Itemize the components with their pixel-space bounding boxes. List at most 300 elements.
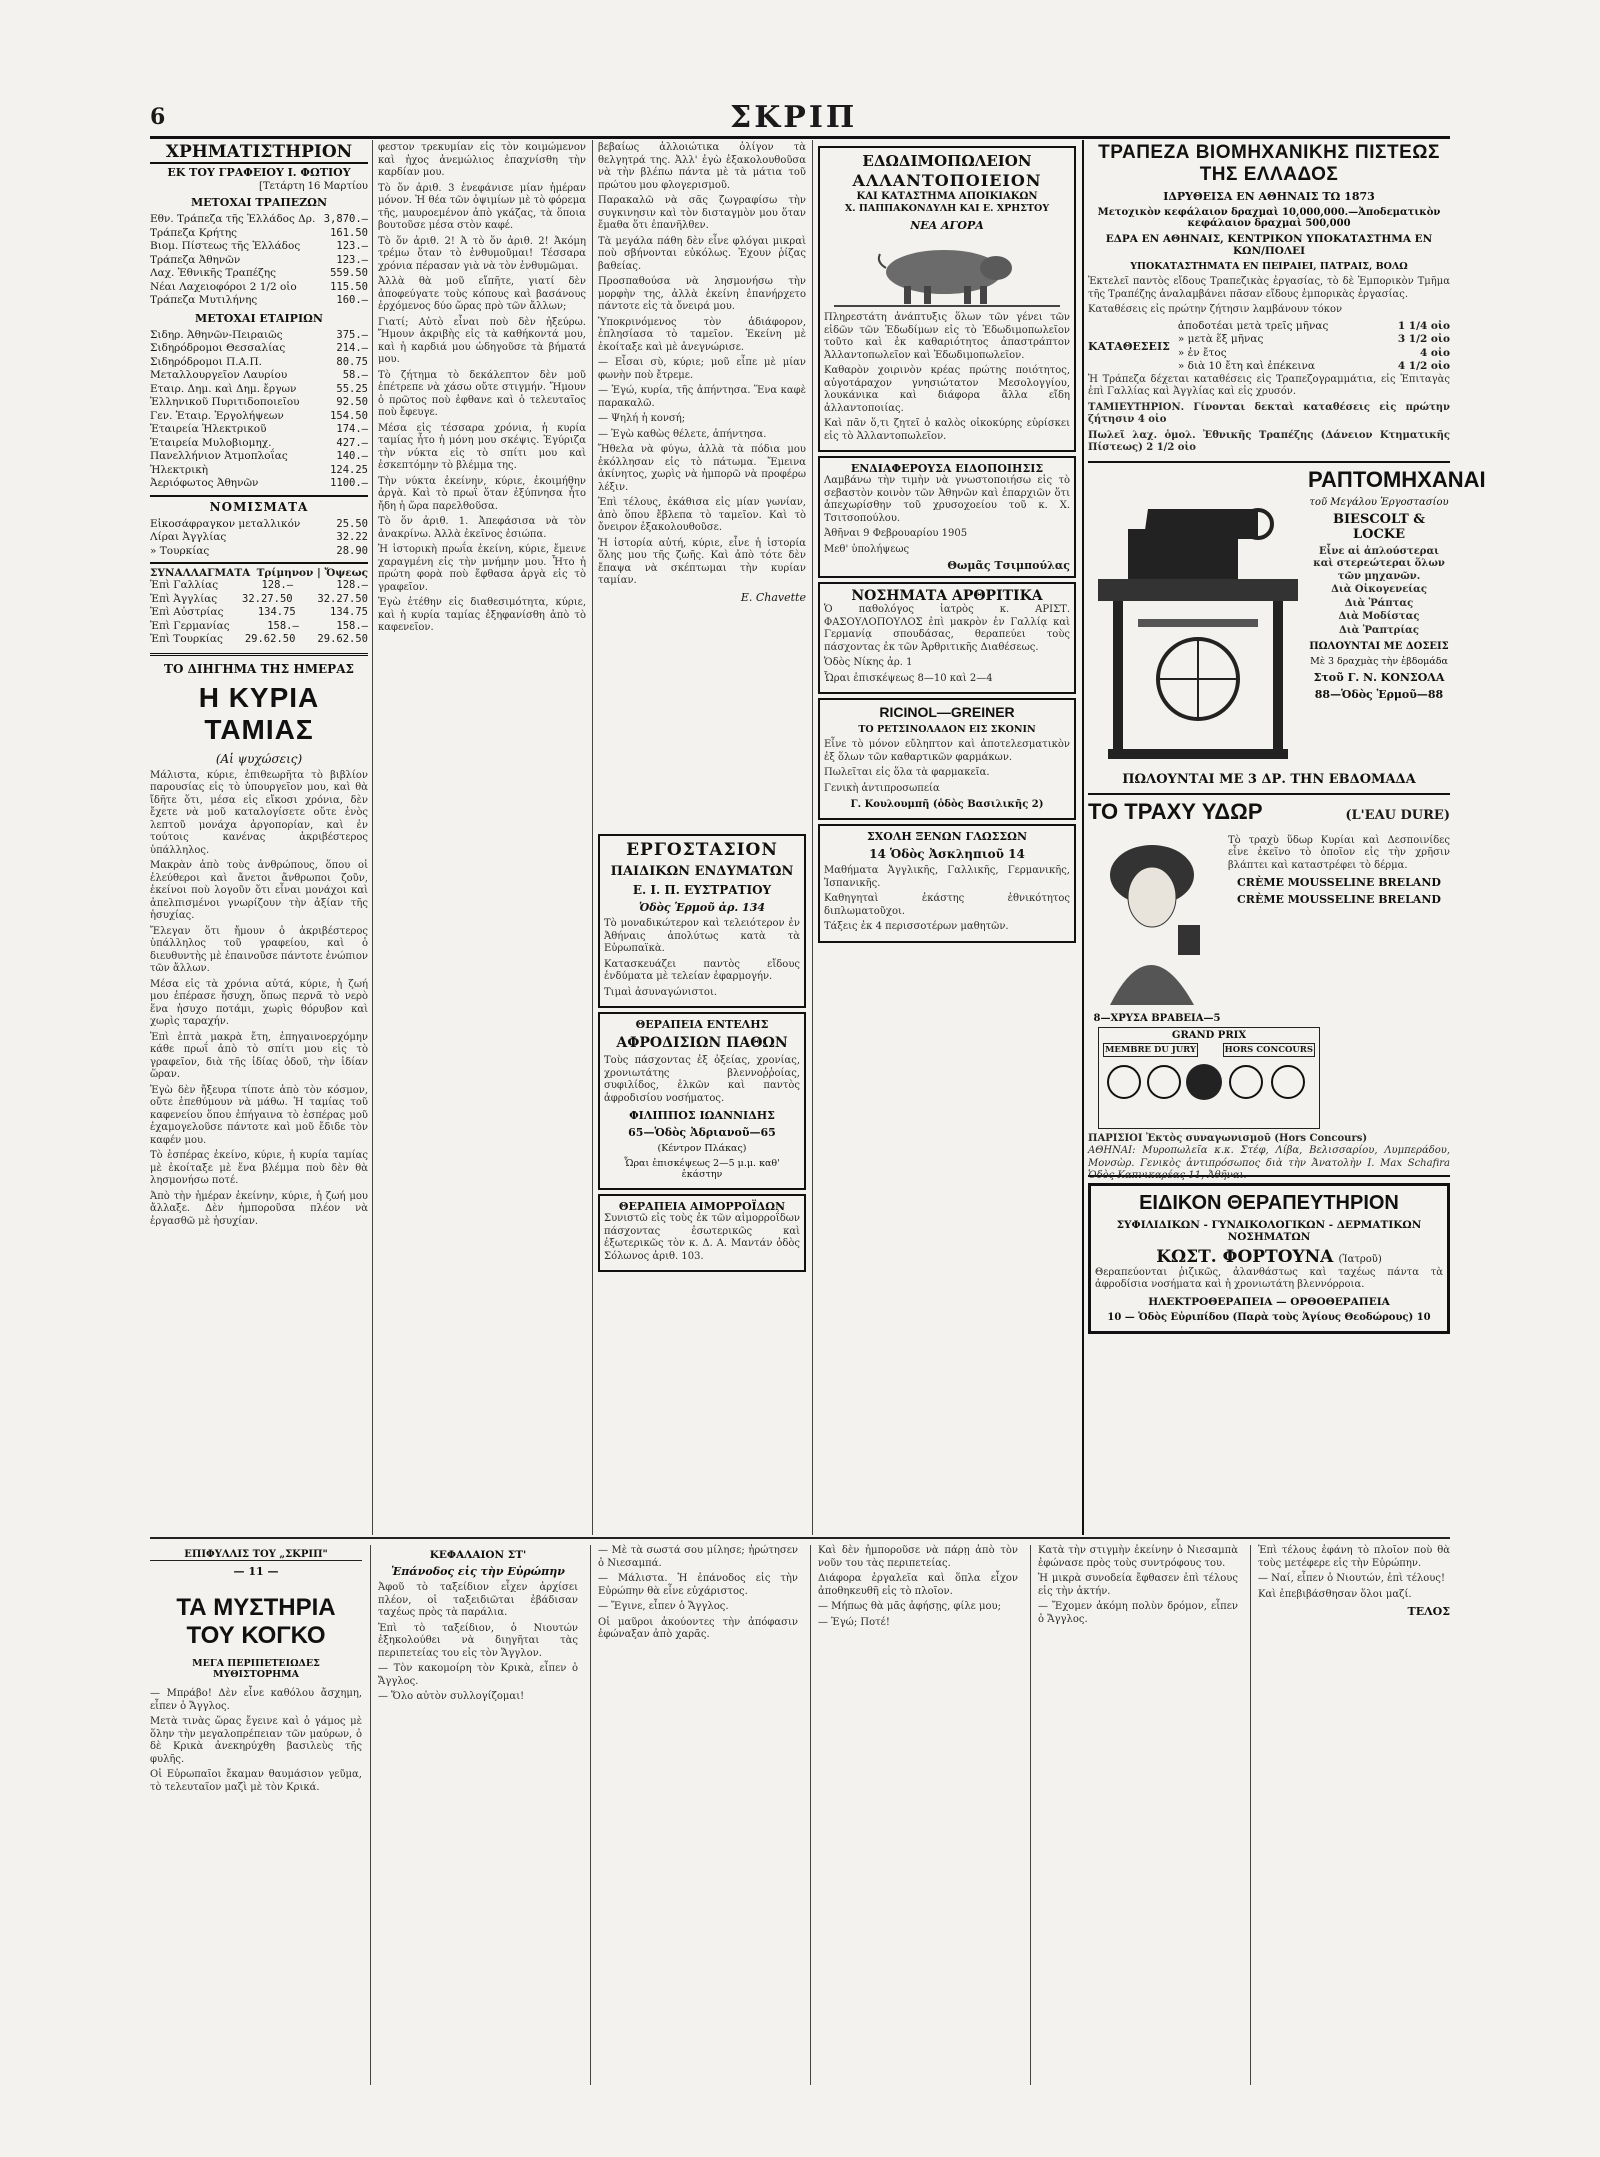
table-row <box>150 342 368 356</box>
serial-col4 <box>818 1545 1018 1632</box>
paragraph: φεστον τρεκυμίαν εἰς τὸν κοιμώμενον καὶ ἠχος ἀνεμώλιος ἐπαχνίσθη τὴν καρδίαν μου. <box>378 142 586 178</box>
deposit-rate: 4 1/2 οἰο <box>1397 360 1450 372</box>
table-row <box>150 464 368 478</box>
deposit-term: » μετὰ ἕξ μῆνας <box>1177 333 1264 345</box>
column-rule <box>1082 140 1084 1535</box>
masthead: ΣΚΡΙΠ <box>730 100 858 135</box>
serial-col2 <box>378 1582 578 1704</box>
column-3-ads <box>598 830 806 1530</box>
treatment-address: 65—Ὁδὸς Ἀδριανοῦ—65 <box>628 1126 776 1139</box>
table-row <box>150 254 368 268</box>
column-rule <box>812 140 813 1535</box>
paragraph: Μέσα εἰς τέσσαρα χρόνια, ἡ κυρία ταμίας ἦτο ἡ μόνη μου σκέψις. Ἐγύριζα τὴν νύκτα εἰς τὸ σπίτι μου καὶ ἐσκεπτόμην τὸ βλέμμα της. <box>378 422 586 471</box>
clinic-doctor: ΚΩΣΤ. ΦΟΡΤΟΥΝΑ <box>1156 1246 1334 1267</box>
school-title: ΣΧΟΛΗ ΞΕΝΩΝ ΓΛΩΣΣΩΝ <box>866 830 1028 843</box>
sewing-footer: ΠΩΛΟΥΝΤΑΙ ΜΕ 3 ΔΡ. ΤΗΝ ΕΒΔΟΜΑΔΑ <box>1122 771 1416 787</box>
paragraph: Ἔλεγαν ὅτι ἤμουν ὁ ἀκριβέστερος ὑπάλληλος τοῦ γραφείου, καὶ ὁ διευθυντὴς μὲ ἐπαινοῦσε πάντοτε ἐνώπιον τῶν ἄλλων. <box>150 925 368 974</box>
sewing-brand: BIESCOLT & LOCKE <box>1332 511 1426 542</box>
bank-seat: ΕΔΡΑ ΕΝ ΑΘΗΝΑΙΣ, ΚΕΝΤΡΙΚΟΝ ΥΠΟΚΑΤΑΣΤΗΜΑ ΕΝ ΚΩΝ/ΠΟΛΕΙ <box>1105 233 1433 257</box>
row-label: Ἑταιρεία Ἠλεκτρικοῦ <box>150 423 267 435</box>
row-label: Σιδηρόδρομοι Θεσσαλίας <box>150 342 286 354</box>
table-row <box>150 437 368 451</box>
serial-end: ΤΕΛΟΣ <box>1407 1605 1450 1618</box>
paragraph: — Ἐγώ; Ποτέ! <box>818 1616 890 1628</box>
paragraph: Τάξεις ἐκ 4 περισσοτέρων μαθητῶν. <box>824 921 1009 932</box>
row-label: Νέαι Λαχειοφόροι 2 1/2 οἰο <box>150 280 297 293</box>
bank-savings: ΤΑΜΙΕΥΤΗΡΙΟΝ. Γίνονται δεκταὶ καταθέσεις εἰς πρώτην ζήτησιν 4 οἰο <box>1088 401 1450 425</box>
serial-chapter-title: Ἐπάνοδος εἰς τὴν Εὐρώπην <box>391 1565 565 1578</box>
paragraph: Καθηγηταὶ ἐκάστης ἐθνικότητος διπλωματοῦχοι. <box>824 893 1070 917</box>
deposit-row <box>1178 333 1450 347</box>
ricinol-rep: Γ. Κουλουμπῆ (ὁδὸς Βασιλικῆς 2) <box>850 799 1044 810</box>
paragraph: Γιατί; Αὐτὸ εἶναι ποὺ δὲν ἠξεύρω. Ἤμουν ἀκριβὴς εἰς τὰ καθήκοντά μου, καὶ ἡ καρδιά μου ὠδηγοῦσε τὰ βήματά μου. <box>378 316 586 365</box>
table-row <box>150 356 368 370</box>
paragraph: — Μήπως θὰ μᾶς ἀφήσῃς, φίλε μου; <box>818 1601 1002 1612</box>
column-rule <box>372 140 373 1535</box>
sewing-dealer: Στοῦ Γ. Ν. ΚΟΝΣΟΛΑ <box>1313 671 1445 684</box>
companies-list <box>150 329 368 491</box>
row-value-sight: 29.62.50 <box>317 633 368 645</box>
treatment-doctor: ΦΙΛΙΠΠΟΣ ΙΩΑΝΝΙΔΗΣ <box>629 1109 775 1122</box>
paragraph: Τὸ ἑσπέρας ἐκείνο, κύριε, ἡ κυρία ταμίας μὲ ἐκοίταξε μὲ ἕνα βλέμμα ποὺ δὲν θὰ λησμονήσω ποτέ. <box>150 1150 368 1186</box>
row-value: 28.90 <box>336 544 368 557</box>
deposit-term: » διὰ 10 ἔτη καὶ ἐπέκεινα <box>1177 360 1315 372</box>
paragraph: Προσπαθούσα νὰ λησμονήσω τὴν μορφὴν της, ἀλλὰ ἐκείνη ἐπανήρχετο πάντοτε εἰς τὰ ὄνειρά μου. <box>598 276 806 312</box>
language-school-ad <box>818 824 1076 943</box>
deposit-term: ἀποδοτέαι μετὰ τρεῖς μῆνας <box>1177 319 1329 332</box>
paragraph: Ἀφοῦ τὸ ταξείδιον εἶχεν ἀρχίσει πλέον, οἱ ταξειδιῶται ἐβάδισαν ταχέως πρὸς τὰ παράλια. <box>378 1582 578 1618</box>
coins-heading: ΝΟΜΙΣΜΑΤΑ <box>150 495 368 514</box>
row-value: 161.50 <box>330 226 368 239</box>
paragraph: Διὰ Μοδίστας <box>1338 611 1420 622</box>
row-value-sight: 128.— <box>336 579 368 591</box>
column-5-ads <box>1088 142 1486 1532</box>
table-row <box>150 240 368 254</box>
row-value-sight: 32.27.50 <box>317 592 368 605</box>
paragraph: — Μπράβο! Δὲν εἶνε καθόλου ἄσχημη, εἶπεν ὁ Ἄγγλος. <box>150 1688 362 1712</box>
paragraph: βεβαίως ἀλλοιώτικα ὀλίγον τὰ θελγητρά της. Ἀλλ' ἐγὼ ἐξακολουθοῦσα νὰ τὴν βλέπω πάντα μὲ τὰ μάτια τοῦ πρώτου μου φλογερισμοῦ. <box>598 142 806 191</box>
serial-number: — 11 — <box>233 1565 279 1578</box>
paragraph: Πληρεστάτη ἀνάπτυξις ὅλων τῶν γένει τῶν εἰδῶν τῶν Ἐδωδίμων εἰς τὸ Ἐδωδιμοπωλεῖον τοῦτο καὶ ἐκ καθαριότητος ἀπαστράπτον Ἀλλαντοπωλεῖον καὶ Ἐδωδιμοπωλεῖον. <box>824 312 1070 361</box>
arthritis-text <box>824 604 1070 685</box>
medals-illustration <box>1099 1057 1317 1107</box>
paragraph: Τὸ ὅν ἀριθ. 1. Ἀπεφάσισα νὰ τὸν ἀνακρίνω. Ἀλλὰ ἐκεῖνος ἐσιώπα. <box>378 516 586 540</box>
bank-title: ΤΡΑΠΕΖΑ ΒΙΟΜΗΧΑΝΙΚΗΣ ΠΙΣΤΕΩΣ ΤΗΣ ΕΛΛΑΔΟΣ <box>1098 142 1440 185</box>
treatment-text <box>604 1055 800 1105</box>
deli-ad-place: ΝΕΑ ΑΓΟΡΑ <box>910 219 984 232</box>
ricinol-title: RICINOL—GREINER <box>879 704 1015 720</box>
paragraph: Πωλεῖται εἰς ὅλα τὰ φαρμακεῖα. <box>824 767 990 778</box>
deposit-rate: 1 1/4 οἰο <box>1397 319 1450 332</box>
row-label: Λίραι Ἀγγλίας <box>150 531 227 543</box>
row-value: 123.— <box>336 253 368 266</box>
treatment-ad <box>598 1012 806 1190</box>
serial-col5 <box>1038 1545 1238 1629</box>
table-row <box>150 620 368 634</box>
page-header <box>150 100 1450 139</box>
row-label: » Τουρκίας <box>150 544 210 557</box>
paragraph: — Μάλιστα. Ἡ ἐπάνοδος εἰς τὴν Εὐρώπην θὰ εἶνε εὐχάριστος. <box>598 1573 798 1597</box>
table-row <box>150 545 368 559</box>
school-address: 14 Ὁδὸς Ἀσκληπιοῦ 14 <box>869 847 1025 861</box>
paragraph: — Τὸν κακομοίρη τὸν Κρικὰ, εἶπεν ὁ Ἄγγλος. <box>378 1663 578 1687</box>
deposit-row <box>1178 320 1450 334</box>
deli-ad <box>818 146 1076 452</box>
table-row <box>150 477 368 491</box>
treatment-title: ΘΕΡΑΠΕΙΑ ΕΝΤΕΛΗΣ <box>635 1018 769 1031</box>
serial-subtitle: ΜΕΓΑ ΠΕΡΙΠΕΤΕΙΩΔΕΣ ΜΥΘΙΣΤΟΡΗΜΑ <box>192 1658 320 1680</box>
table-row <box>150 281 368 295</box>
row-label: Ἐπὶ Γαλλίας <box>150 579 219 591</box>
sewing-text <box>1308 546 1450 638</box>
serial-title: ΤΑ ΜΥΣΤΗΡΙΑ ΤΟΥ ΚΟΓΚΟ <box>176 1594 336 1649</box>
sewing-title: ΡΑΠΤΟΜΗΧΑΝΑΙ <box>1308 466 1486 492</box>
hors-concours-label: HORS CONCOURS <box>1224 1044 1313 1055</box>
row-label: Εθν. Τράπεζα τῆς Ἑλλάδος Δρ. <box>150 213 316 225</box>
story-kicker: ΤΟ ΔΙΗΓΗΜΑ ΤΗΣ ΗΜΕΡΑΣ <box>164 661 354 676</box>
row-value: 80.75 <box>336 355 368 368</box>
paragraph: Κατὰ τὴν στιγμὴν ἐκείνην ὁ Νιεσαμπὰ ἐφώνασε πρὸς τοὺς συντρόφους του. <box>1038 1545 1238 1569</box>
row-value: 124.25 <box>330 463 368 476</box>
hemorrhoid-title: ΘΕΡΑΠΕΙΑ ΑΙΜΟΡΡΟΪΔΩΝ <box>618 1200 786 1213</box>
paragraph: Ἐπὶ τέλους ἐφάνη τὸ πλοῖον ποὺ θὰ τοὺς μετέφερε εἰς τὴν Εὐρώπην. <box>1258 1545 1450 1569</box>
deli-ad-owners: Χ. ΠΑΠΠΑΚΟΝΔΥΛΗ ΚΑΙ Ε. ΧΡΗΣΤΟΥ <box>844 203 1050 214</box>
paragraph: Εἶνε αἱ ἀπλούστεραι καὶ στερεώτεραι ὅλων τῶν μηχανῶν. <box>1313 545 1445 582</box>
deposits-list <box>1178 320 1450 374</box>
paris-label: ΠΑΡΙΣΙΟΙ Ἐκτὸς συναγωνισμοῦ (Hors Concours) <box>1088 1132 1368 1144</box>
table-row <box>150 450 368 464</box>
factory-title: ΕΡΓΟΣΤΑΣΙΟΝ <box>626 840 778 860</box>
row-value-3m: 134.75 <box>257 606 296 618</box>
deposits-label: ΚΑΤΑΘΕΣΕΙΣ <box>1088 340 1170 353</box>
clinic-ad <box>1088 1183 1450 1334</box>
paragraph: Κατασκευάζει παντὸς εἴδους ἐνδύματα μὲ τελείαν ἐφαρμογήν. <box>604 958 800 982</box>
sewing-subtitle: τοῦ Μεγάλου Ἐργοστασίου <box>1309 496 1449 508</box>
paragraph: Λαμβάνω τὴν τιμὴν νὰ γνωστοποιήσω εἰς τὸ σεβαστὸν κοινὸν τῶν Ἀθηνῶν καὶ ἐπαρχιῶν ὅτι ἀπεχωρίσθην τοῦ χρυσοχοείου τοῦ κ. Χ. Τσιτσοπούλου. <box>824 475 1070 524</box>
table-row <box>150 593 368 607</box>
serial-divider <box>150 1537 1450 1539</box>
paragraph: Παρακαλῶ νὰ σᾶς ζωγραφίσω τὴν συγκινησιν καὶ τὸν δισταγμὸν μου ὅταν ἔμαθα ὅτι ἐπανῆλθεν. <box>598 195 806 231</box>
paragraph: Ἐγὼ ἐτέθην εἰς διαθεσιμότητα, κύριε, καὶ ἡ κυρία ταμίας ἐξηφανίσθη ἀπὸ τὸ καφενεῖον. <box>378 597 586 633</box>
hard-water-french: (L'EAU DURE) <box>1345 807 1450 823</box>
paragraph: Ἀπὸ τὴν ἡμέραν ἐκείνην, κύριε, ἡ ζωή μου ἄλλαξε. Δὲν ἠμποροῦσα πλέον νὰ ἐργασθῶ μὲ ἡσυχίαν. <box>150 1190 368 1227</box>
deposit-row <box>1178 360 1450 374</box>
ricinol-text <box>824 739 1070 795</box>
row-value-3m: 128.— <box>261 579 294 591</box>
table-row <box>150 633 368 647</box>
medals-label: 8—ΧΡΥΣΑ ΒΡΑΒΕΙΑ—5 <box>1093 1012 1221 1024</box>
paragraph: Καθαρὸν χοιρινὸν κρέας πρώτης ποιότητος, αὐγοτάραχον γνησιώτατον Μεσολογγίου, λουκάνικα καὶ διάφορα ἄλλα εἴδη ἀλλαντοποιίας. <box>824 365 1070 414</box>
hard-water-title: ΤΟ ΤΡΑΧΥ ΥΔΩΡ <box>1088 798 1263 824</box>
row-value: 214.— <box>336 342 368 354</box>
paragraph: Οἱ μαῦροι ἀκούοντες τὴν ἀπόφασιν ἐφώναξαν ἀπὸ χαρᾶς. <box>598 1616 798 1640</box>
paragraph: Μάλιστα, κύριε, ἐπιθεωρῆτα τὸ βιβλίον παρουσίας εἰς τὸ ὑπουργεῖον μου, καὶ θὰ ἴδῆτε ὅτι, μέσα εἰς εἴκοσι χρόνια, δὲν ἔχετε νὰ μοῦ καταλογίσετε οὔτε ἑνὸς λεπτοῦ μονάχα ἀργοπορίαν, καὶ ἐν τούτοις κανένας ἀκριβέστερος ὑπάλληλος. <box>150 769 368 856</box>
table-row <box>150 213 368 227</box>
table-row <box>150 423 368 437</box>
paragraph: Μακρὰν ἀπὸ τοὺς ἀνθρώπους, ὅπου οἱ ἐλεύθεροι καὶ ἄνετοι ἄνθρωποι ζοῦν, ἐκείνοι ποὺ λογοῦν ὅτι εἶναι μονάχοι καὶ ἀπελπισμένοι γνωρίζουν τὴν ἀξίαν τῆς ἡσυχίας. <box>150 860 368 921</box>
clothing-factory-ad <box>598 834 806 1008</box>
paragraph: Ἐγὼ δὲν ἤξευρα τίποτε ἀπὸ τὸν κόσμον, οὔτε ἐπεθύμουν νὰ μάθω. Ἡ ταμίας τοῦ καφενείου ὅπου ἐπήγαινα τὸ ἑσπέρας μοῦ ἐχαμογελοῦσε πάντοτε καὶ μοῦ ἔδιδε τὸν καφέν μου. <box>150 1084 368 1146</box>
paragraph: Τιμαὶ ἀσυναγώνιστοι. <box>604 986 718 998</box>
serial-col1 <box>150 1688 362 1794</box>
serial-header <box>150 1545 362 1797</box>
fx-list <box>150 579 368 647</box>
clinic-electrotherapy: ΗΛΕΚΤΡΟΘΕΡΑΠΕΙΑ — ΟΡΘΟΘΕΡΑΠΕΙΑ <box>1148 1295 1390 1308</box>
row-value: 160.— <box>336 294 368 306</box>
paragraph: — Ὅλο αὐτὸν συλλογίζομαι! <box>378 1691 525 1702</box>
serial-col3 <box>598 1545 798 1645</box>
table-row <box>150 383 368 397</box>
paragraph: Διὰ Οἰκογενείας <box>1331 584 1427 595</box>
clinic-subtitle: ΣΥΦΙΛΙΔΙΚΩΝ - ΓΥΝΑΙΚΟΛΟΓΙΚΩΝ - ΔΕΡΜΑΤΙΚΩΝ ΝΟΣΗΜΑΤΩΝ <box>1116 1218 1422 1243</box>
paragraph: — Ἐγώ, κυρία, τῆς ἀπήντησα. Ἕνα καφὲ παρακαλῶ. <box>598 385 806 409</box>
treatment-address2: (Κέντρον Πλάκας) <box>657 1143 747 1154</box>
banks-list <box>150 213 368 308</box>
paragraph: Τὸ ὅν ἀριθ. 3 ἐνεφάνισε μίαν ἡμέραν μόνον. Ἡ θέα τῶν ὀψιμίων μὲ τὸ φόρεμα τῆς, μαυροεμένον ἀπὸ γκάζας, τὰ ὅποια βουτοῦσε μέσα στὸν καφέ. <box>378 182 586 231</box>
paragraph: Τὴν νύκτα ἐκείνην, κύριε, ἐκοιμήθην ἀργὰ. Καὶ τὸ πρωΐ ὅταν ἐξύπνησα ἦτο ἤδη ἡ ὥρα παρελθοῦσα. <box>378 475 586 512</box>
table-row <box>150 329 368 343</box>
bank-text2: Ἡ Τράπεζα δέχεται καταθέσεις εἰς Τραπεζογραμμάτια, εἰς Ἐπιταγὰς ἐπὶ Γαλλίας καὶ Ἀγγλίας καὶ εἰς χρυσόν. <box>1088 373 1450 397</box>
table-row <box>150 267 368 281</box>
paragraph: Τὸ μοναδικώτερον καὶ τελειότερον ἐν Ἀθήναις ἀπολύτως κατὰ τὰ Εὐρωπαϊκὰ. <box>604 918 800 954</box>
row-value-3m: 32.27.50 <box>242 592 293 605</box>
row-label: Ἀεριόφωτος Ἀθηνῶν <box>150 477 259 489</box>
row-label: Γεν. Ἑταιρ. Ἐργολήψεων <box>150 409 284 422</box>
notice-ad <box>818 456 1076 578</box>
deli-ad-subtitle: ΑΛΛΑΝΤΟΠΟΙΕΙΟΝ <box>852 171 1042 190</box>
row-value: 375.— <box>336 328 368 341</box>
paragraph: Ἐπὶ τέλους, ἐκάθισα εἰς μίαν γωνίαν, ἀπὸ ὅπου ἔβλεπα τὸ ταμεῖον. Καὶ τὸ ὄνειρον ἐξακολουθοῦσε. <box>598 497 806 533</box>
row-label: Ἐπὶ Γερμανίας <box>150 619 230 632</box>
row-label: Ἑλληνικοῦ Πυριτιδοποιεῖου <box>150 396 300 408</box>
bank-capital: Μετοχικὸν κεφάλαιον δραχμαὶ 10,000,000.—Ἀποδεματικὸν κεφάλαιον δραχμαὶ 500,000 <box>1097 207 1441 229</box>
athens-dealers: ΑΘΗΝΑΙ: Μυροπωλεῖα κ.κ. Στέφ, Λίβα, Βελισσαρίου, Λυμπεράδου, Μονσὼρ. Γενικὸς ἀντιπρόσωπος διὰ τὴν Ἀνατολὴν I. Max Schafira Ὁδὸς Καπνικαρέας 11, Ἀθῆναι. <box>1088 1145 1450 1181</box>
table-row <box>150 531 368 545</box>
sewing-machine-illustration <box>1088 469 1308 769</box>
table-row <box>150 579 368 593</box>
serial-col6-wrap <box>1258 1545 1450 1622</box>
clinic-title: ΕΙΔΙΚΟΝ ΘΕΡΑΠΕΥΤΗΡΙΟΝ <box>1139 1191 1399 1214</box>
story-title: Η ΚΥΡΙΑ ΤΑΜΙΑΣ <box>198 681 320 745</box>
ricinol-ad <box>818 698 1076 820</box>
row-value: 3,870.— <box>323 213 368 225</box>
woman-portrait-illustration <box>1090 835 1220 1005</box>
market-office: ΕΚ ΤΟΥ ΓΡΑΦΕΙΟΥ Ι. ΦΩΤΙΟΥ <box>167 166 351 179</box>
serial-chapter: ΚΕΦΑΛΑΙΟΝ ΣΤ' <box>429 1549 527 1561</box>
banks-heading: ΜΕΤΟΧΑΙ ΤΡΑΠΕΖΩΝ <box>190 196 327 209</box>
table-row <box>150 410 368 424</box>
serial-col6 <box>1258 1545 1450 1601</box>
paragraph: Μεθ' ὑπολήψεως <box>824 543 910 555</box>
deli-ad-text <box>824 312 1070 443</box>
paragraph: Διὰ Ῥάπτας <box>1344 597 1414 609</box>
bank-founded: ΙΔΡΥΘΕΙΣΑ ΕΝ ΑΘΗΝΑΙΣ ΤΩ 1873 <box>1163 190 1375 203</box>
paragraph: Ἡ μικρὰ συνοδεία ἔφθασεν ἐπὶ τέλους εἰς τὴν ἀκτήν. <box>1038 1573 1238 1597</box>
paragraph: Ὑποκρινόμενος τὸν ἀδιάφορον, ἐπλησίασα τὸ ταμεῖον. Ἐκείνη μὲ ἐκοίταξε καὶ μὲ ἀνεγνώρισε. <box>598 316 806 353</box>
row-label: Τράπεζα Κρήτης <box>150 226 238 239</box>
treatment-hours: Ὧραι ἐπισκέψεως 2—5 μ.μ. καθ' ἑκάστην <box>624 1158 780 1180</box>
paragraph: Καὶ δὲν ἠμποροῦσε νὰ πάρῃ ἀπὸ τὸν νοῦν του τὰς περιπετείας. <box>818 1545 1018 1569</box>
paragraph: Τὰ μεγάλα πάθη δὲν εἶνε φλόγαι μικραὶ ποὺ σβήνονται εὐκόλως. Ἐχουν ῥίζας βαθείας. <box>598 235 806 272</box>
paragraph: Ἐκτελεῖ παντὸς εἴδους Τραπεζικὰς ἐργασίας, τὸ δὲ Ἐμπορικὸν Τμῆμα τῆς Τραπέζης ἀναλαμβάνει πᾶσαν εἴδους ἐμπορικὰς ἐργασίας. <box>1088 276 1450 300</box>
row-label: Σιδηρ. Ἀθηνῶν-Πειραιῶς <box>150 328 283 341</box>
row-label: Τράπεζα Μυτιλήνης <box>150 294 258 306</box>
row-value-3m: 29.62.50 <box>244 633 296 645</box>
paragraph: — Ἔγινε, εἶπεν ὁ Ἄγγλος. <box>598 1601 729 1612</box>
sewing-text-block <box>1308 466 1486 706</box>
story-continued <box>378 142 586 635</box>
factory-owner: Ε. Ι. Π. ΕΥΣΤΡΑΤΙΟΥ <box>632 883 772 897</box>
row-value-sight: 158.— <box>336 619 368 632</box>
paragraph: — Ναί, εἶπεν ὁ Νιουτών, ἐπὶ τέλους! <box>1258 1573 1445 1584</box>
factory-text <box>604 918 800 999</box>
column-1 <box>150 142 368 1532</box>
paragraph: — Ἐγὼ καθὼς θέλετε, ἀπήντησα. <box>598 428 767 440</box>
paragraph: Ἐπὶ τὸ ταξείδιον, ὁ Νιουτών ἐξηκολούθει νὰ διηγῆται τὰς περιπετείας του εἰς τὸν Ἄγγλον. <box>378 1622 578 1659</box>
row-label: Σιδηρόδρομοι Π.Α.Π. <box>150 355 262 368</box>
school-text <box>824 865 1070 934</box>
row-label: Τράπεζα Ἀθηνῶν <box>150 253 241 266</box>
paragraph: — Ἔχομεν ἀκόμη πολὺν δρόμον, εἶπεν ὁ Ἄγγλος. <box>1038 1601 1238 1625</box>
paragraph: Ἡ ἱστορία αὐτή, κύριε, εἶνε ἡ ἱστορία ὅλης μου τῆς ζωῆς. Καὶ ἀπὸ τότε δὲν ἔπαψα νὰ σκέπτωμαι τὴν κυρίαν ταμίαν. <box>598 537 806 586</box>
paragraph: Διάφορα ἐργαλεῖα καὶ ὅπλα εἶχον ἀποθηκευθῆ εἰς τὸ πλοῖον. <box>818 1573 1018 1597</box>
paragraph: Ἤθελα νὰ φύγω, ἀλλὰ τὰ πόδια μου ἐκόλλησαν εἰς τὸ πάτωμα. Ἔμεινα ἀκίνητος, χωρὶς νὰ ἠμπορῶ νὰ προφέρω λέξιν. <box>598 444 806 493</box>
bank-bonds: Πωλεῖ λαχ. ὁμολ. Ἐθνικῆς Τραπέζης (Δάνειον Κτηματικῆς Πίστεως) 2 1/2 οἰο <box>1088 429 1450 453</box>
row-value: 55.25 <box>336 382 368 395</box>
clinic-text: Θεραπεύονται ῥιζικῶς, ἀλανθάστως καὶ ταχέως πάντα τὰ ἀφροδίσια νοσήματα καὶ ἡ χρονιωτάτη βλεννόρροια. <box>1095 1266 1443 1290</box>
row-value: 25.50 <box>336 517 368 530</box>
row-value: 427.— <box>336 436 368 449</box>
paragraph: Ἀθῆναι 9 Φεβρουαρίου 1905 <box>824 528 968 539</box>
coins-list <box>150 518 368 559</box>
row-value: 92.50 <box>336 396 368 408</box>
row-label: Ἐπὶ Ἀγγλίας <box>150 592 218 605</box>
paragraph: Μετὰ τινὰς ὥρας ἔγεινε καὶ ὁ γάμος μὲ ὅλην τὴν μεγαλοπρέπειαν τῶν μαύρων, ὁ δὲ Κρικὰ ἀνεκηρύχθη βασιλεὺς τῆς φυλῆς. <box>150 1716 362 1765</box>
paragraph: Οἱ Εὐρωπαῖοι ἔκαμαν θαυμάσιον γεῦμα, τὸ τελευταῖον μαζὶ μὲ τὸν Κρικά. <box>150 1769 362 1793</box>
row-label: Ἐπὶ Τουρκίας <box>150 633 223 645</box>
row-label: Εἰκοσάφραγκον μεταλλικόν <box>150 517 301 530</box>
paragraph: Διὰ Ῥαπτρίας <box>1339 624 1419 636</box>
ricinol-subtitle: ΤΟ ΡΕΤΣΙΝΟΛΑΔΟΝ ΕΙΣ ΣΚΟΝΙΝ <box>858 724 1036 735</box>
sewing-sale: ΠΩΛΟΥΝΤΑΙ ΜΕ ΔΟΣΕΙΣ <box>1309 641 1449 652</box>
row-value: 115.50 <box>330 280 368 293</box>
paragraph: Ὁ παθολόγος ἰατρὸς κ. ΑΡΙΣΤ. ΦΑΣΟΥΛΟΠΟΥΛΟΣ ἐπὶ μακρὸν ἐν Γαλλίᾳ καὶ Γερμανίᾳ σπουδάσας, θεραπεύει τοὺς πάσχοντας ἐκ τῶν Ἀρθριτικῆς Διαθέσεως. <box>824 604 1070 653</box>
row-label: Ἠλεκτρικὴ <box>150 463 209 476</box>
paragraph: Καταθέσεις εἰς πρώτην ζήτησιν λαμβάνουν τόκον <box>1088 304 1343 315</box>
companies-heading: ΜΕΤΟΧΑΙ ΕΤΑΙΡΙΩΝ <box>195 311 323 325</box>
paragraph: Ὁδὸς Νίκης ἀρ. 1 <box>824 657 913 668</box>
deposit-term: » ἐν ἔτος <box>1177 346 1227 359</box>
table-row <box>150 606 368 620</box>
row-value: 1100.— <box>330 477 368 489</box>
row-value: 32.22 <box>336 531 368 543</box>
awards-panel <box>1098 1027 1320 1129</box>
paragraph: Μαθήματα Ἀγγλικῆς, Γαλλικῆς, Γερμανικῆς, Ἰσπανικῆς. <box>824 865 1070 889</box>
paragraph: Ὧραι ἐπισκέψεως 8—10 καὶ 2—4 <box>824 672 993 684</box>
column-2 <box>378 142 586 1532</box>
paragraph: — Εἶσαι σὺ, κύριε; μοῦ εἶπε μὲ μίαν φωνὴν ποὺ ἔτρεμε. <box>598 357 806 381</box>
story-subtitle: (Αἱ ψυχώσεις) <box>215 751 303 766</box>
row-label: Μεταλλουργεῖον Λαυρίου <box>150 369 288 381</box>
row-value: 154.50 <box>330 409 368 422</box>
bank-ad <box>1088 142 1450 463</box>
table-row <box>150 518 368 532</box>
row-value-sight: 134.75 <box>330 606 368 618</box>
treatment-subtitle: ΑΦΡΟΔΙΣΙΩΝ ΠΑΘΩΝ <box>616 1035 788 1051</box>
column-rule <box>592 140 593 1535</box>
hemorrhoid-text <box>604 1213 800 1263</box>
paragraph: — Ψηλή ἡ κονσή; <box>598 413 686 424</box>
story-signature: E. Chavette <box>740 590 806 604</box>
grand-prix-label: GRAND PRIX <box>1171 1029 1247 1041</box>
bank-branches: ΥΠΟΚΑΤΑΣΤΗΜΑΤΑ ΕΝ ΠΕΙΡΑΙΕΙ, ΠΑΤΡΑΙΣ, ΒΟΛΩ <box>1130 261 1408 272</box>
row-label: Πανελλήνιον Ἀτμοπλοΐας <box>150 450 288 462</box>
factory-address: Ὁδὸς Ἑρμοῦ ἀρ. 134 <box>638 901 766 914</box>
story-text <box>150 770 368 1229</box>
hemorrhoid-ad <box>598 1194 806 1272</box>
market-title: ΧΡΗΜΑΤΙΣΤΗΡΙΟΝ <box>150 142 368 164</box>
table-row <box>150 227 368 241</box>
row-value: 559.50 <box>330 267 368 279</box>
story-end <box>598 142 806 588</box>
paragraph: — Μὲ τὰ σωστά σου μίλησε; ἠρώτησεν ὁ Νιεσαμπά. <box>598 1545 798 1569</box>
row-value: 140.— <box>336 450 368 462</box>
paragraph: Γενικὴ ἀντιπροσωπεία <box>824 782 940 794</box>
arthritis-ad <box>818 582 1076 694</box>
row-value-3m: 158.— <box>267 619 299 632</box>
deli-ad-title: ΕΔΩΔΙΜΟΠΩΛΕΙΟΝ <box>862 152 1032 170</box>
row-value: 58.— <box>342 369 368 381</box>
paragraph: Ἀλλὰ θὰ μοῦ εἴπῆτε, γιατί δὲν ἀποφεύγατε τοὺς κόπους καὶ βασάνους ἐρχόμενος δύο ὥρας πρὸ τῶν ἄλλων; <box>378 276 586 312</box>
deposit-rate: 4 οἰο <box>1419 346 1450 359</box>
row-label: Εταιρ. Δημ. καὶ Δημ. ἔργων <box>150 382 297 395</box>
serial-col2-wrap <box>378 1545 578 1707</box>
serial-section <box>150 1545 1450 2105</box>
deli-ad-subtitle2: ΚΑΙ ΚΑΤΑΣΤΗΜΑ ΑΠΟΙΚΙΑΚΩΝ <box>856 191 1038 202</box>
paragraph: Τὸ ὅν ἀριθ. 2! Ἀ τὸ ὅν ἀριθ. 2! Ἀκόμη τρέμω ὅταν τὸ ἐνθυμοῦμαι! Τέσσαρα χρόνια πέρασαν γιὰ νὰ τὸν ἐνθυμῶμαι. <box>378 235 586 272</box>
cream-ad <box>1088 795 1450 1181</box>
row-label: Λαχ. Ἐθνικῆς Τραπέζης <box>150 267 277 279</box>
table-row <box>150 294 368 308</box>
row-label: Βιομ. Πίστεως τῆς Ἑλλάδος <box>150 240 301 252</box>
notice-text <box>824 475 1070 556</box>
paragraph: Συνιστῶ εἰς τοὺς ἐκ τῶν αἱμορροΐδων πάσχοντας ἐσωτερικῶς καὶ ἐξωτερικῶς τὸν κ. Δ. Α. Μαντάν ὁδὸς Σόλωνος ἀριθ. 103. <box>604 1213 800 1262</box>
arthritis-title: ΝΟΣΗΜΑΤΑ ΑΡΘΡΙΤΙΚΑ <box>851 588 1043 604</box>
page-number: 6 <box>150 104 166 130</box>
hard-water-text: Τὸ τραχὺ ὕδωρ Κυρίαι καὶ Δεσποινίδες εἶνε ἐκεῖνο τὸ ὁποῖον εἰς τὴν χρῆσιν βλάπτει καὶ καταστρέφει τὸ δέρμα. <box>1228 834 1450 871</box>
factory-subtitle: ΠΑΙΔΙΚΩΝ ΕΝΔΥΜΑΤΩΝ <box>610 864 794 879</box>
table-row <box>150 369 368 383</box>
jury-label: MEMBRE DU JURY <box>1105 1044 1197 1055</box>
paragraph: Καὶ ἐπεβιβάσθησαν ὅλοι μαζί. <box>1258 1588 1412 1600</box>
fx-heading: ΣΥΝΑΛΛΑΓΜΑΤΑ <box>150 567 251 579</box>
paragraph: Τὸ ζήτημα τὸ δεκάλεπτον δὲν μοῦ ἐπέτρεπε νὰ χάσω οὔτε στιγμήν. Ἤμουν ὁ πρῶτος ποὺ ἐφθανε καὶ ὁ τελευταῖος ποὺ ἔφευγε. <box>378 369 586 418</box>
paragraph: Ἐπὶ ἑπτὰ μακρὰ ἔτη, ἐπηγαινοερχόμην κάθε πρωΐ ἀπὸ τὸ σπίτι μου εἰς τὸ γραφεῖον, διὰ τῆς ἰδίας ὁδοῦ, τὴν ἰδίαν ὥραν. <box>150 1031 368 1080</box>
column-4-ads <box>818 142 1076 1532</box>
sewing-weekly: Μὲ 3 δραχμὰς τὴν ἑβδομάδα <box>1310 656 1448 667</box>
row-label: Ἐπὶ Αὐστρίας <box>150 606 224 618</box>
row-value: 174.— <box>336 423 368 435</box>
deposit-rate: 3 1/2 οἰο <box>1397 333 1450 345</box>
paragraph: Τοὺς πάσχοντας ἐξ ὀξείας, χρονίας, χρονιωτάτης βλεννοῤῥοίας, συφιλίδος, ἑλκῶν καὶ παντὸς ἀφροδισίου νοσήματος. <box>604 1055 800 1104</box>
paragraph: Μέσα εἰς τὰ χρόνια αὐτά, κύριε, ἡ ζωή μου ἐπέρασε ἥσυχη, ὅπως περνᾶ τὸ νερὸ ἕνα ἡσυχο ποτάμι, χωρὶς θόρυβον καὶ χωρὶς ταραχήν. <box>150 978 368 1027</box>
fx-columns: Τρίμηνον | Ὄψεως <box>256 567 368 579</box>
cream-name-1: CRÈME MOUSSELINE BRELAND <box>1237 876 1441 889</box>
table-row <box>150 396 368 410</box>
paragraph: Ἡ ἱστορικὴ πρωΐα ἐκείνη, κύριε, ἔμεινε χαραγμένη εἰς τὴν μνήμην μου. Ἦτο ἡ πρώτη φορὰ ποὺ ἔφθασα ἀργὰ εἰς τὸ γραφεῖον. <box>378 544 586 593</box>
notice-title: ΕΝΔΙΑΦΕΡΟΥΣΑ ΕΙΔΟΠΟΙΗΣΙΣ <box>850 462 1044 475</box>
pig-illustration <box>824 236 1070 308</box>
